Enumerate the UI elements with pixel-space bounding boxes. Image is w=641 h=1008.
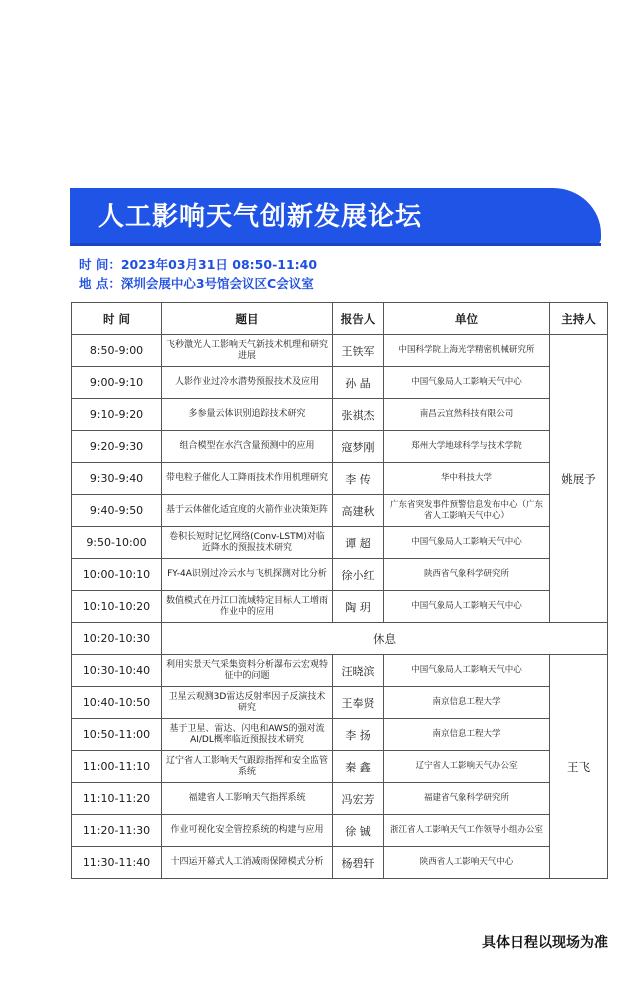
row-time: 11:20-11:30: [72, 815, 162, 847]
host-session-1: 姚展予: [550, 335, 608, 623]
row-topic: 卷积长短时记忆网络(Conv-LSTM)对临近降水的预报技术研究: [162, 527, 333, 559]
table-header-row: [72, 303, 608, 335]
event-place: 地 点：深圳会展中心3号馆会议区C会议室: [79, 276, 314, 291]
row-time: 9:40-9:50: [72, 495, 162, 527]
row-topic: 数值模式在丹江口流域特定目标人工增雨作业中的应用: [162, 591, 333, 623]
row-topic: 带电粒子催化人工降雨技术作用机理研究: [162, 463, 333, 495]
schedule-table: [71, 302, 608, 879]
table-row: [72, 367, 608, 399]
row-speaker: 杨碧轩: [333, 847, 384, 879]
schedule-footnote: 具体日程以现场为准: [482, 935, 608, 951]
event-time: 时 间：2023年03月31日 08:50-11:40: [79, 257, 318, 272]
row-topic: 十四运开幕式人工消减雨保障模式分析: [162, 847, 333, 879]
host-session-2: 王飞: [550, 655, 608, 879]
row-topic: FY-4A识别过冷云水与飞机探测对比分析: [162, 559, 333, 591]
row-time: 10:30-10:40: [72, 655, 162, 687]
row-org: 辽宁省人工影响天气办公室: [384, 751, 550, 783]
row-speaker: 李 扬: [333, 719, 384, 751]
header-time: 时 间: [72, 303, 162, 335]
page-title: 人工影响天气创新发展论坛: [98, 202, 423, 232]
row-speaker: 陶 玥: [333, 591, 384, 623]
row-org: 中国气象局人工影响天气中心: [384, 527, 550, 559]
row-time: 10:00-10:10: [72, 559, 162, 591]
row-speaker: 秦 鑫: [333, 751, 384, 783]
row-time: 9:20-9:30: [72, 431, 162, 463]
table-row: [72, 399, 608, 431]
row-speaker: 徐小红: [333, 559, 384, 591]
row-topic: 利用实景天气采集资料分析瀑布云宏观特征中的问题: [162, 655, 333, 687]
row-org: 中国气象局人工影响天气中心: [384, 367, 550, 399]
table-row: [72, 751, 608, 783]
row-topic: 福建省人工影响天气指挥系统: [162, 783, 333, 815]
row-time: 9:10-9:20: [72, 399, 162, 431]
row-org: 浙江省人工影响天气工作领导小组办公室: [384, 815, 550, 847]
row-speaker: 冯宏芳: [333, 783, 384, 815]
row-speaker: 高建秋: [333, 495, 384, 527]
row-org: 中国科学院上海光学精密机械研究所: [384, 335, 550, 367]
row-org: 南昌云宜然科技有限公司: [384, 399, 550, 431]
table-row: [72, 719, 608, 751]
row-speaker: 寇梦刚: [333, 431, 384, 463]
header-speaker: 报告人: [333, 303, 384, 335]
row-topic: 卫星云观测3D雷达反射率因子反演技术研究: [162, 687, 333, 719]
row-org: 南京信息工程大学: [384, 687, 550, 719]
row-org: 郑州大学地球科学与技术学院: [384, 431, 550, 463]
row-speaker: 李 传: [333, 463, 384, 495]
break-time: 10:20-10:30: [72, 623, 162, 655]
break-label: 休息: [162, 623, 608, 655]
row-topic: 人影作业过冷水潜势预报技术及应用: [162, 367, 333, 399]
table-row: [72, 591, 608, 623]
row-speaker: 徐 铖: [333, 815, 384, 847]
row-topic: 辽宁省人工影响天气跟踪指挥和安全监管系统: [162, 751, 333, 783]
row-time: 10:10-10:20: [72, 591, 162, 623]
row-topic: 作业可视化安全管控系统的构建与应用: [162, 815, 333, 847]
row-org: 中国气象局人工影响天气中心: [384, 655, 550, 687]
break-row: [72, 623, 608, 655]
row-time: 11:10-11:20: [72, 783, 162, 815]
table-row: [72, 559, 608, 591]
table-row: [72, 431, 608, 463]
row-time: 9:50-10:00: [72, 527, 162, 559]
table-row: [72, 495, 608, 527]
table-row: [72, 815, 608, 847]
table-row: [72, 527, 608, 559]
row-topic: 组合模型在水汽含量预测中的应用: [162, 431, 333, 463]
table-row: [72, 463, 608, 495]
table-row: [72, 847, 608, 879]
row-topic: 基于卫星、雷达、闪电和AWS的强对流AI/DL概率临近预报技术研究: [162, 719, 333, 751]
row-time: 9:00-9:10: [72, 367, 162, 399]
row-org: 南京信息工程大学: [384, 719, 550, 751]
row-org: 陕西省人工影响天气中心: [384, 847, 550, 879]
row-topic: 飞秒激光人工影响天气新技术机理和研究进展: [162, 335, 333, 367]
table-row: [72, 335, 608, 367]
row-time: 11:30-11:40: [72, 847, 162, 879]
row-topic: 多参量云体识别追踪技术研究: [162, 399, 333, 431]
row-time: 10:40-10:50: [72, 687, 162, 719]
row-topic: 基于云体催化适宜度的火箭作业决策矩阵: [162, 495, 333, 527]
header-topic: 题目: [162, 303, 333, 335]
row-speaker: 王铁军: [333, 335, 384, 367]
row-org: 陕西省气象科学研究所: [384, 559, 550, 591]
row-speaker: 张祺杰: [333, 399, 384, 431]
row-time: 10:50-11:00: [72, 719, 162, 751]
row-org: 华中科技大学: [384, 463, 550, 495]
header-host: 主持人: [550, 303, 608, 335]
row-speaker: 孙 晶: [333, 367, 384, 399]
row-org: 福建省气象科学研究所: [384, 783, 550, 815]
row-org: 中国气象局人工影响天气中心: [384, 591, 550, 623]
row-speaker: 谭 超: [333, 527, 384, 559]
header-org: 单位: [384, 303, 550, 335]
row-time: 9:30-9:40: [72, 463, 162, 495]
table-row: [72, 783, 608, 815]
row-org: 广东省突发事件预警信息发布中心（广东省人工影响天气中心）: [384, 495, 550, 527]
row-speaker: 王奉贤: [333, 687, 384, 719]
title-banner: [70, 188, 601, 246]
table-row: [72, 655, 608, 687]
table-row: [72, 687, 608, 719]
row-time: 8:50-9:00: [72, 335, 162, 367]
row-speaker: 汪晓滨: [333, 655, 384, 687]
row-time: 11:00-11:10: [72, 751, 162, 783]
